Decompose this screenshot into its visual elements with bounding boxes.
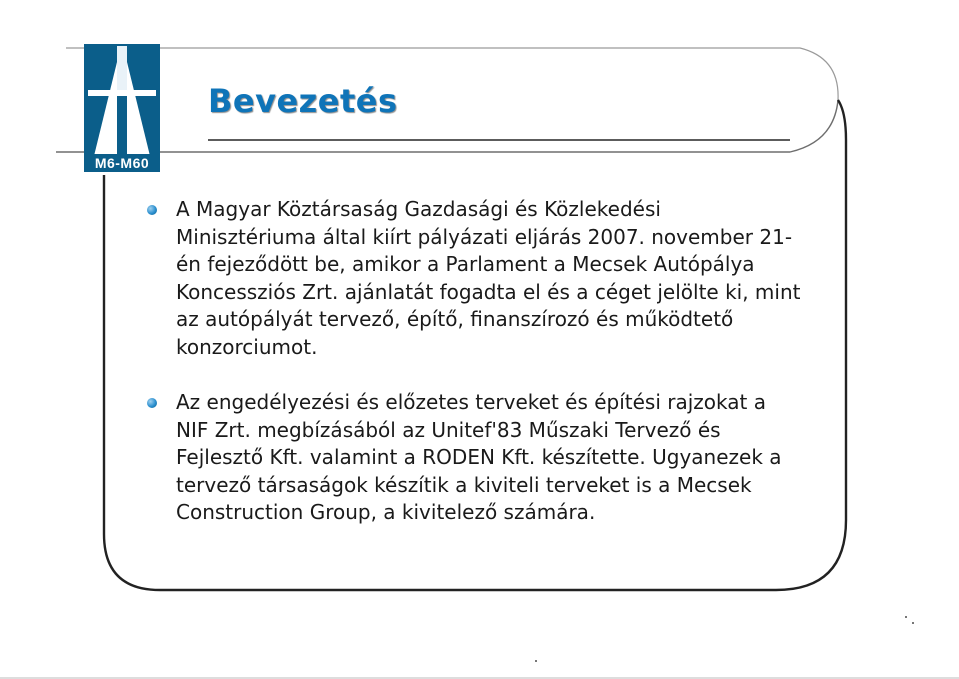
speck bbox=[535, 660, 537, 662]
bullet-text: Az engedélyezési és előzetes terveket és építési rajzokat a NIF Zrt. megbízásából az Unitef'83 Műszaki Tervező és Fejlesztő Kft. valamint a RODEN Kft. készítette. Ugyanezek a tervező társaságok készítik a kiviteli terveket is a Mecsek Construction Group, a kivitelező számára. bbox=[176, 390, 782, 524]
logo-caption: M6-M60 bbox=[84, 154, 160, 172]
slide-title: Bevezetés bbox=[208, 82, 398, 120]
bullet-text: A Magyar Köztársaság Gazdasági és Közlekedési Minisztériuma által kiírt pályázati eljárás 2007. november 21-én fejeződött be, amikor a Parlament a Mecsek Autópálya Koncessziós Zrt. ajánlatát fogadta el és a céget jelölte ki, mint az autópályát tervező, építő, finanszírozó és működtető konzorciumot. bbox=[176, 197, 801, 359]
speck bbox=[912, 622, 914, 624]
bullet-item bbox=[142, 196, 802, 361]
bullet-item bbox=[142, 389, 802, 527]
motorway-sign-icon bbox=[84, 44, 160, 156]
bullet-dot-icon bbox=[147, 398, 157, 408]
speck bbox=[905, 616, 907, 618]
bullet-list bbox=[142, 196, 802, 527]
bullet-dot-icon bbox=[147, 205, 157, 215]
